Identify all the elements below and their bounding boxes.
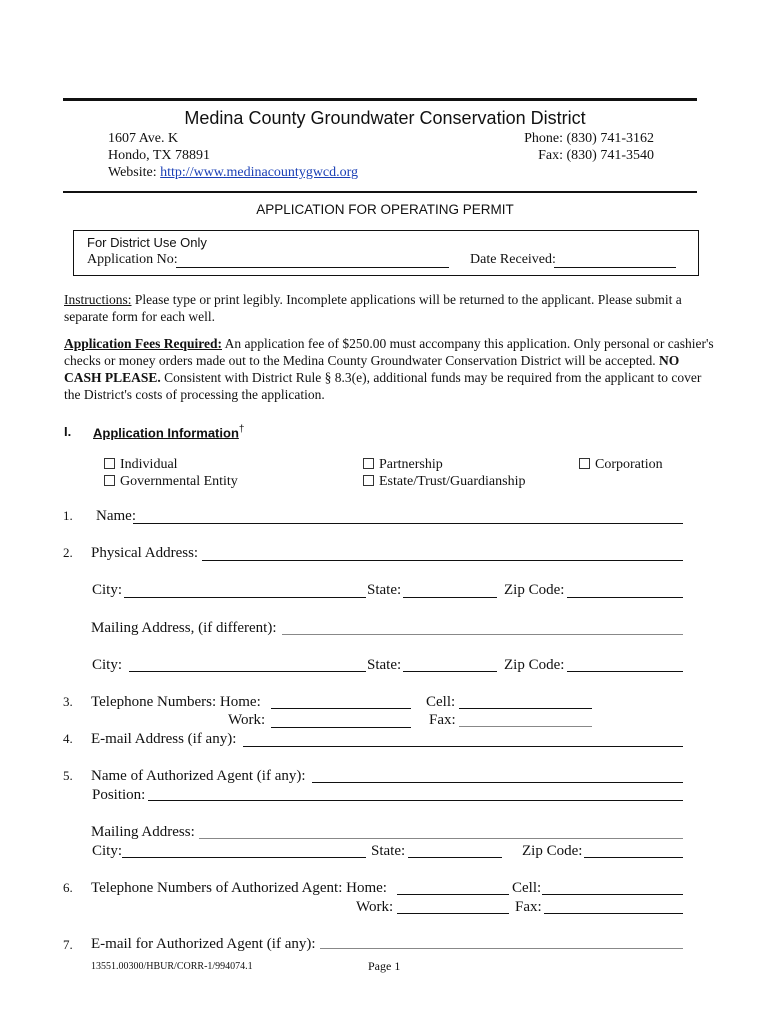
footer-doc-id: 13551.00300/HBUR/CORR-1/994074.1 [91, 961, 253, 972]
mail-city-label: City: [92, 657, 123, 673]
fax-label: Fax: [429, 712, 456, 728]
no-cash-notice: NO CASH PLEASE. [64, 353, 680, 385]
website-link[interactable]: http://www.medinacountygwcd.org [160, 165, 359, 180]
governmental-checkbox[interactable] [104, 475, 115, 486]
zip-label: Zip Code: [504, 582, 565, 598]
zip-field[interactable] [567, 597, 683, 598]
application-no-label: Application No: [87, 252, 178, 267]
home-phone-field[interactable] [271, 708, 411, 709]
section-title: Application Information† [93, 424, 245, 441]
header-bottom-rule [63, 191, 697, 193]
agent-name-label: Name of Authorized Agent (if any): [91, 768, 306, 784]
item-number-5: 5. [63, 768, 73, 783]
name-field[interactable] [133, 523, 683, 524]
agent-zip-label: Zip Code: [522, 843, 583, 859]
fax-field[interactable] [459, 726, 592, 727]
estate-checkbox[interactable] [363, 475, 374, 486]
physical-address-label: Physical Address: [91, 545, 199, 561]
item-number-7: 7. [63, 937, 73, 952]
corporation-label: Corporation [595, 457, 663, 472]
partnership-label: Partnership [379, 457, 443, 472]
instructions-label: Instructions: [64, 292, 132, 307]
agent-mailing-label: Mailing Address: [91, 824, 195, 840]
agent-zip-field[interactable] [584, 857, 683, 858]
fees-paragraph [64, 335, 716, 403]
estate-label: Estate/Trust/Guardianship [379, 474, 526, 489]
agent-email-label: E-mail for Authorized Agent (if any): [91, 936, 316, 952]
agent-state-field[interactable] [408, 857, 502, 858]
individual-label: Individual [120, 457, 178, 472]
agent-fax-label: Fax: [515, 899, 542, 915]
state-field[interactable] [403, 597, 497, 598]
date-received-label: Date Received: [470, 252, 556, 267]
agent-city-field[interactable] [122, 857, 366, 858]
website-row [108, 165, 358, 181]
email-label: E-mail Address (if any): [91, 731, 237, 747]
governmental-label: Governmental Entity [120, 474, 238, 489]
agent-city-label: City: [92, 843, 123, 859]
cell-phone-field[interactable] [459, 708, 592, 709]
individual-checkbox[interactable] [104, 458, 115, 469]
mail-state-field[interactable] [403, 671, 497, 672]
agent-email-field[interactable] [320, 948, 683, 949]
fees-text-2: Consistent with District Rule § 8.3(e), additional funds may be required from the applicant to cover the District's costs of processing the application. [64, 370, 702, 402]
item-number-3: 3. [63, 694, 73, 709]
position-field[interactable] [148, 800, 683, 801]
form-title: APPLICATION FOR OPERATING PERMIT [256, 202, 514, 217]
agent-name-field[interactable] [312, 782, 683, 783]
instructions-paragraph [64, 291, 716, 325]
partnership-checkbox[interactable] [363, 458, 374, 469]
agent-cell-field[interactable] [542, 894, 683, 895]
cell-label: Cell: [426, 694, 456, 710]
telephone-home-label: Telephone Numbers: Home: [91, 694, 261, 710]
date-received-field[interactable] [554, 267, 676, 268]
physical-address-field[interactable] [202, 560, 683, 561]
section-number: I. [64, 424, 72, 439]
application-no-field[interactable] [176, 267, 449, 268]
website-label: Website: [108, 165, 157, 180]
instructions-text: Please type or print legibly. Incomplete applications will be returned to the applicant. Please submit a separate form for each well. [64, 292, 682, 324]
dagger-mark: † [238, 424, 245, 435]
address-line-2: Hondo, TX 78891 [108, 148, 211, 163]
page-number: Page 1 [368, 959, 401, 973]
agent-state-label: State: [371, 843, 406, 859]
agent-fax-field[interactable] [544, 913, 683, 914]
mail-state-label: State: [367, 657, 402, 673]
agent-work-field[interactable] [397, 913, 509, 914]
address-line-1: 1607 Ave. K [108, 131, 179, 146]
header-top-rule [63, 98, 697, 101]
agent-phone-label: Telephone Numbers of Authorized Agent: Home: [91, 880, 387, 896]
city-field[interactable] [124, 597, 366, 598]
name-label: Name: [96, 508, 136, 524]
item-number-2: 2. [63, 545, 73, 560]
corporation-checkbox[interactable] [579, 458, 590, 469]
agent-mailing-field[interactable] [199, 838, 683, 839]
mailing-diff-label: Mailing Address, (if different): [91, 620, 277, 636]
agent-cell-label: Cell: [512, 880, 542, 896]
item-number-6: 6. [63, 880, 73, 895]
mail-zip-label: Zip Code: [504, 657, 565, 673]
item-number-1: 1. [63, 508, 73, 523]
position-label: Position: [92, 787, 146, 803]
district-use-heading: For District Use Only [87, 235, 207, 250]
agent-work-label: Work: [356, 899, 394, 915]
item-number-4: 4. [63, 731, 73, 746]
agent-home-field[interactable] [397, 894, 509, 895]
district-title: Medina County Groundwater Conservation District [184, 108, 586, 128]
fax-number: Fax: (830) 741-3540 [538, 148, 654, 163]
mailing-diff-field[interactable] [282, 634, 683, 635]
phone-number: Phone: (830) 741-3162 [524, 131, 654, 146]
work-phone-field[interactable] [271, 727, 411, 728]
city-label: City: [92, 582, 123, 598]
fees-label: Application Fees Required: [64, 336, 222, 351]
work-label: Work: [228, 712, 266, 728]
fees-text-1: An application fee of $250.00 must accompany this application. Only personal or cashier's checks or money orders made out to the Medina County Groundwater Conservation District will be accepted. [64, 336, 714, 368]
mail-city-field[interactable] [129, 671, 366, 672]
email-field[interactable] [243, 746, 683, 747]
state-label: State: [367, 582, 402, 598]
mail-zip-field[interactable] [567, 671, 683, 672]
